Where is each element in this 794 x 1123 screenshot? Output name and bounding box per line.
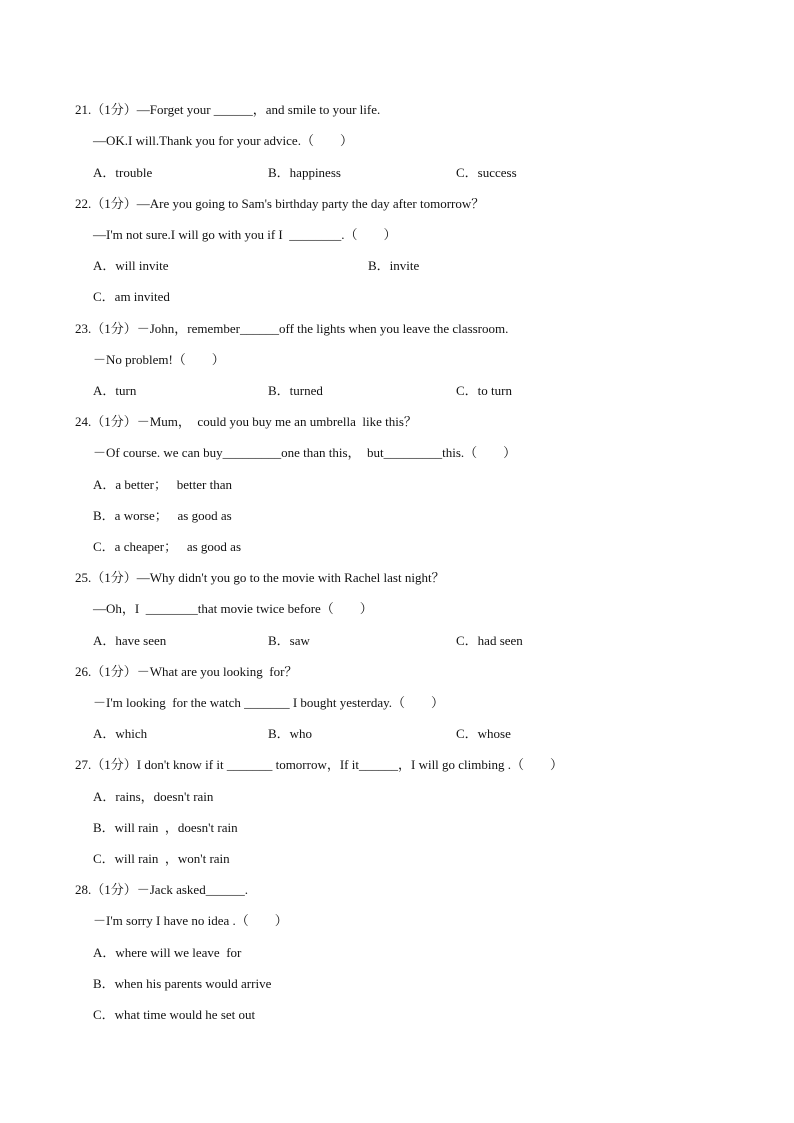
question-28-response: －I'm sorry I have no idea .（ ） <box>93 913 288 928</box>
question-21-option-c[interactable]: C．success <box>456 165 517 180</box>
question-27-option-b[interactable]: B．will rain ，doesn't rain <box>93 820 238 835</box>
question-26-option-a[interactable]: A．which <box>93 726 148 741</box>
question-23-response: －No problem!（ ） <box>93 352 225 367</box>
question-26-option-c[interactable]: C．whose <box>456 726 511 741</box>
question-28-stem: 28.（1分）－Jack asked______. <box>75 882 248 897</box>
question-28-option-a[interactable]: A．where will we leave for <box>93 945 242 960</box>
question-21-response: —OK.I will.Thank you for your advice.（ ） <box>93 133 353 148</box>
question-26-stem: 26.（1分）－What are you looking for？ <box>75 664 298 679</box>
question-21-option-b[interactable]: B．happiness <box>268 165 341 180</box>
question-21-stem: 21.（1分）—Forget your ______，and smile to your life. <box>75 102 381 117</box>
question-27-option-c[interactable]: C．will rain ，won't rain <box>93 851 230 866</box>
question-25-option-b[interactable]: B．saw <box>268 633 310 648</box>
question-23-option-c[interactable]: C．to turn <box>456 383 512 398</box>
question-24-option-c[interactable]: C．a cheaper； as good as <box>93 539 242 554</box>
question-24-stem: 24.（1分）－Mum， could you buy me an umbrella like this？ <box>75 414 417 429</box>
question-25-stem: 25.（1分）—Why didn't you go to the movie with Rachel last night？ <box>75 570 445 585</box>
question-24-option-a[interactable]: A．a better； better than <box>93 477 232 492</box>
question-28-option-b[interactable]: B．when his parents would arrive <box>93 976 272 991</box>
question-22-response: —I'm not sure.I will go with you if I ________.（ ） <box>93 227 397 242</box>
question-21-option-a[interactable]: A．trouble <box>93 165 153 180</box>
question-22-option-c[interactable]: C．am invited <box>93 289 170 304</box>
question-24-option-b[interactable]: B．a worse； as good as <box>93 508 232 523</box>
question-22-stem: 22.（1分）—Are you going to Sam's birthday party the day after tomorrow？ <box>75 196 485 211</box>
question-25-response: —Oh，I ________that movie twice before（ ） <box>93 601 373 616</box>
question-23-option-b[interactable]: B．turned <box>268 383 323 398</box>
question-26-option-b[interactable]: B．who <box>268 726 313 741</box>
question-23-option-a[interactable]: A．turn <box>93 383 137 398</box>
question-27-stem: 27.（1分）I don't know if it _______ tomorrow，If it______，I will go climbing .（ ） <box>75 757 564 772</box>
question-22-option-a[interactable]: A．will invite <box>93 258 169 273</box>
question-22-option-b[interactable]: B．invite <box>368 258 420 273</box>
question-27-option-a[interactable]: A．rains，doesn't rain <box>93 789 214 804</box>
question-23-stem: 23.（1分）－John，remember______off the lights when you leave the classroom. <box>75 321 509 336</box>
question-25-option-c[interactable]: C．had seen <box>456 633 523 648</box>
question-24-response: －Of course. we can buy_________one than this， but_________this.（ ） <box>93 445 517 460</box>
question-26-response: －I'm looking for the watch _______ I bought yesterday.（ ） <box>93 695 444 710</box>
question-25-option-a[interactable]: A．have seen <box>93 633 167 648</box>
question-28-option-c[interactable]: C．what time would he set out <box>93 1007 256 1022</box>
